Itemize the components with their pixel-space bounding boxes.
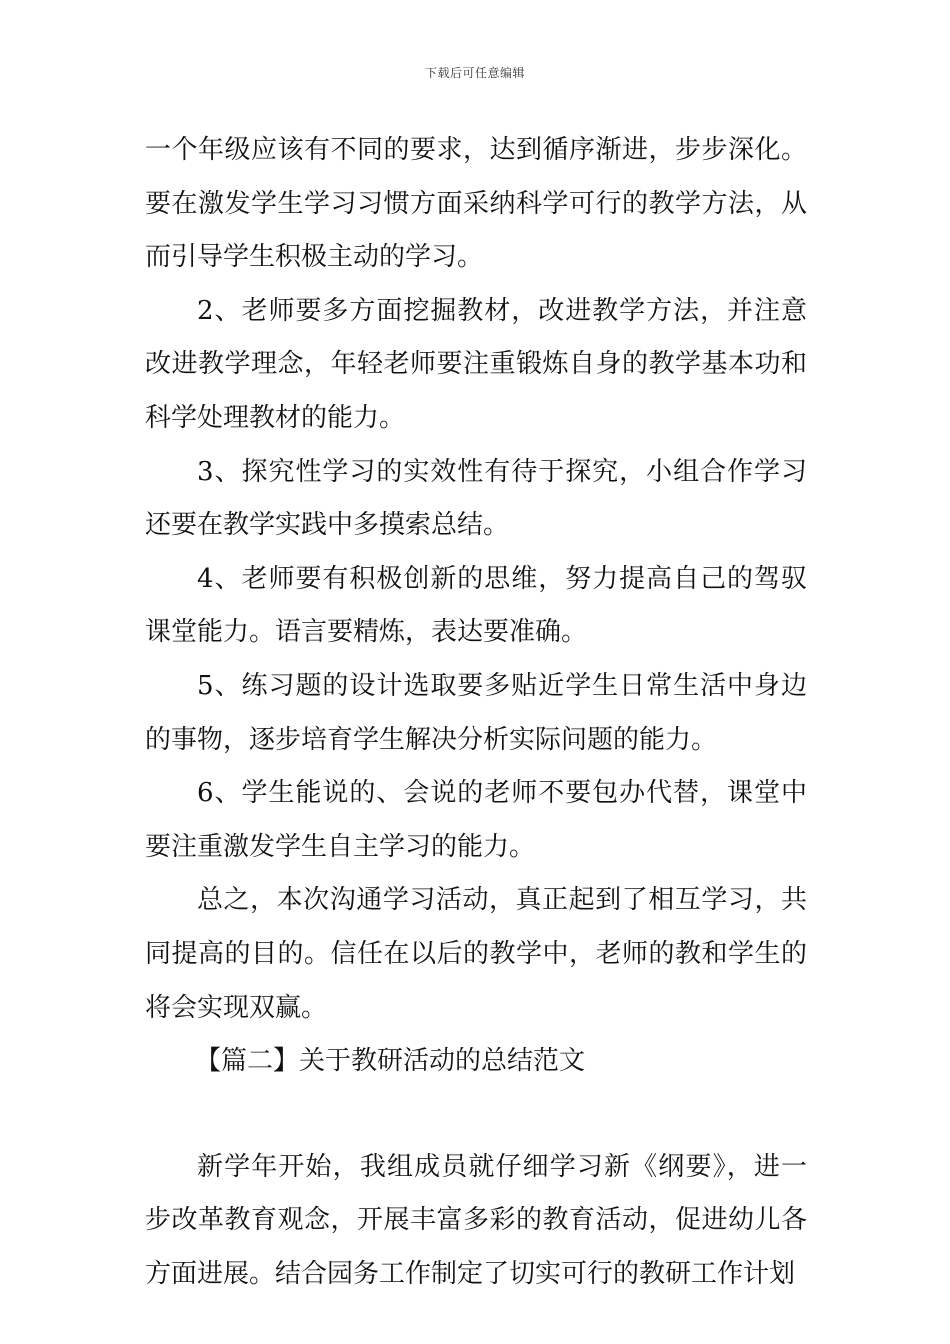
continuation-paragraph: 一个年级应该有不同的要求，达到循序渐进，步步深化。要在激发学生学习习惯方面采纳科学可行的教学方法，从而引导学生积极主动的学习。 bbox=[145, 135, 807, 273]
section-intro-paragraph: 新学年开始，我组成员就仔细学习新《纲要》，进一步改革教育观念，开展丰富多彩的教育活动，促进幼儿各方面进展。结合园务工作制定了切实可行的教研工作计划 bbox=[145, 1151, 807, 1289]
list-item-3: 3、探究性学习的实效性有待于探究，小组合作学习还要在教学实践中多摸索总结。 bbox=[145, 456, 807, 541]
section-spacer bbox=[145, 1089, 807, 1141]
list-item-6: 6、学生能说的、会说的老师不要包办代替，课堂中要注重激发学生自主学习的能力。 bbox=[145, 778, 807, 862]
list-item-4: 4、老师要有积极创新的思维，努力提高自己的驾驭课堂能力。语言要精炼，表达要准确。 bbox=[145, 563, 807, 648]
document-body bbox=[145, 124, 807, 1301]
page-header-note: 下载后可任意编辑 bbox=[424, 66, 525, 80]
list-item-5: 5、练习题的设计选取要多贴近学生日常生活中身边的事物，逐步培育学生解决分析实际问题的能力。 bbox=[145, 670, 807, 755]
conclusion-paragraph: 总之，本次沟通学习活动，真正起到了相互学习，共同提高的目的。信任在以后的教学中，老师的教和学生的将会实现双赢。 bbox=[145, 885, 807, 1023]
section-heading: 【篇二】关于教研活动的总结范文 bbox=[195, 1046, 586, 1077]
list-item-2: 2、老师要多方面挖掘教材，改进教学方法，并注意改进教学理念，年轻老师要注重锻炼自身的教学基本功和科学处理教材的能力。 bbox=[145, 295, 807, 433]
